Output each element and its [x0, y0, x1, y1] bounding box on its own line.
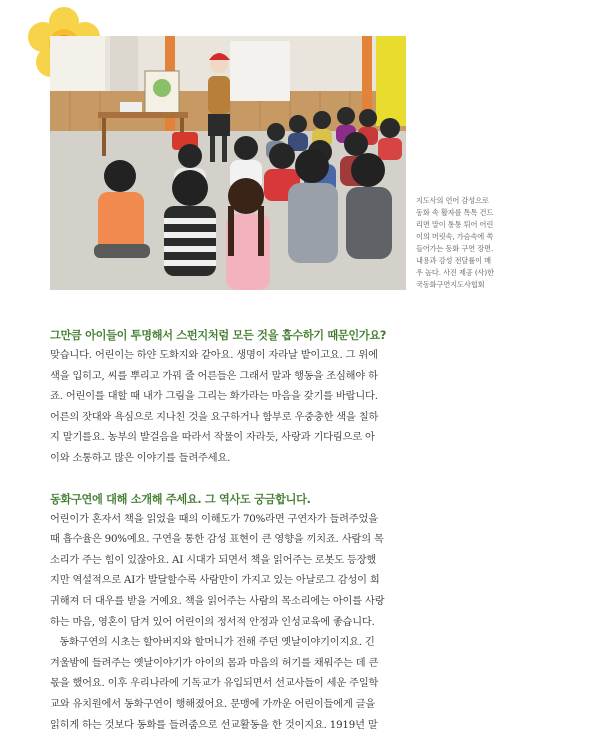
text-line: 이와 소통하고 많은 이야기를 들려주세요. [50, 452, 231, 464]
text-line: 몫을 했어요. 이후 우리나라에 기독교가 유입되면서 선교사들이 세운 주일학 [50, 678, 379, 690]
answer-paragraph [50, 510, 410, 737]
text-line: 소리가 주는 힘이 있잖아요. AI 시대가 되면서 책을 읽어주는 로봇도 등장했 [50, 554, 377, 566]
question-heading: 동화구연에 대해 소개해 주세요. 그 역사도 궁금합니다. [50, 492, 311, 506]
text-line: 어른의 잣대와 욕심으로 지나친 것을 요구하거나 함부로 우중충한 색을 칠하 [50, 411, 379, 423]
photo-caption: 지도사의 언어 감성으로 동화 속 활자를 톡톡 건드 리면 말이 통통 튀어 어린 이의 머릿속, 가슴속에 쏙 들어가는 동화 구연 장면. 내용과 감성 전달률이 매 우 높다. 사진 제공 (사)한 국동화구연지도사협회 [416, 196, 494, 289]
text-line: 지만 역설적으로 AI가 발달할수록 사람만이 가지고 있는 아날로그 감성이 희 [50, 575, 380, 587]
text-line: 겨울밤에 들려주는 옛날이야기가 아이의 몸과 마음의 허기를 채워주는 데 큰 [50, 657, 379, 669]
answer-paragraph [50, 346, 410, 470]
text-line: 지 말기를요. 농부의 발걸음을 따라서 작물이 자라듯, 사랑과 기다림으로 아 [50, 432, 375, 444]
text-line: 귀해져 더 대우를 받을 거예요. 책을 읽어주는 사람의 목소리에는 아이를 사랑 [50, 595, 385, 607]
text-line: 때 흡수율은 90%예요. 구연을 통한 감성 표현이 큰 영향을 끼치죠. 사람의 목 [50, 534, 384, 546]
text-line: 교와 유치원에서 동화구연이 행해졌어요. 문맹에 가까운 어린이들에게 글을 [50, 698, 376, 710]
text-line: 동화구연의 시초는 할아버지와 할머니가 전해 주던 옛날이야기이지요. 긴 [50, 637, 375, 649]
article-body [50, 326, 410, 736]
question-heading: 그만큼 아이들이 투명해서 스펀지처럼 모든 것을 흡수하기 때문인가요? [50, 329, 387, 342]
text-line: 하는 마음, 영혼이 담겨 있어 어린이의 정서적 안정과 인성교육에 좋습니다. [50, 616, 375, 628]
text-line: 어린이가 혼자서 책을 읽었을 때의 이해도가 70%라면 구연자가 들려주었을 [50, 513, 378, 525]
storytelling-photo [50, 36, 406, 290]
text-line: 색을 입히고, 씨를 뿌리고 가꿔 줄 어른들은 그래서 말과 행동을 조심해야 하 [50, 370, 378, 382]
text-line: 읽히게 하는 것보다 동화를 들려줌으로 선교활동을 한 것이지요. 1919년 말 [50, 719, 378, 731]
text-line: 맞습니다. 어린이는 하얀 도화지와 같아요. 생명이 자라날 밭이고요. 그 위에 [50, 350, 378, 361]
text-line: 죠. 어린이를 대할 때 내가 그림을 그리는 화가라는 마음을 갖기를 바랍니다. [50, 391, 378, 403]
